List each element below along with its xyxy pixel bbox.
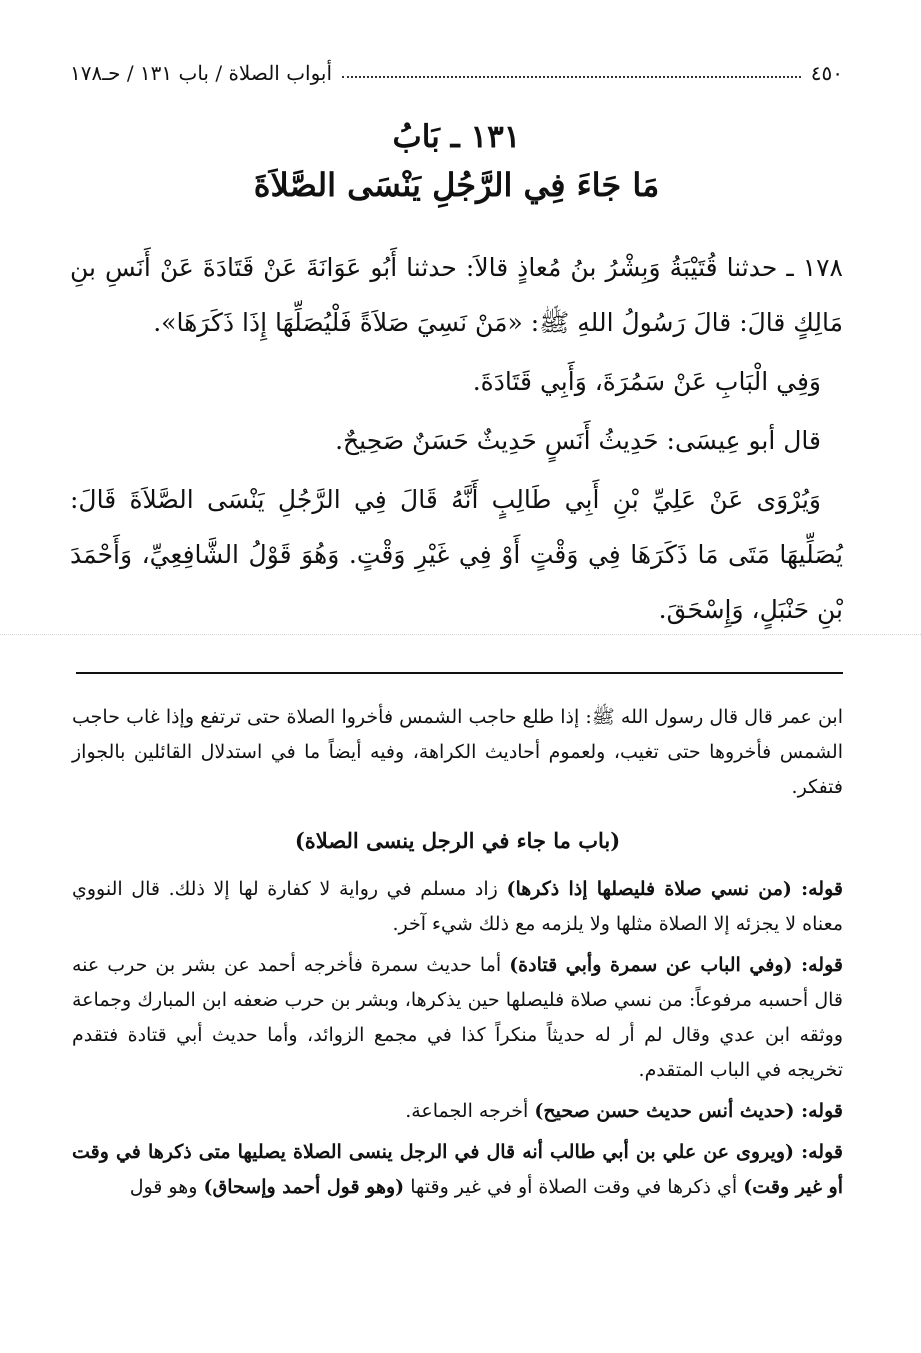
page-number: ٤٥٠	[810, 61, 843, 85]
chapter-heading	[70, 114, 843, 210]
chapter-title: مَا جَاءَ فِي الرَّجُلِ يَنْسَى الصَّلاَةَ	[253, 166, 660, 204]
quoted-text: قوله: (وفي الباب عن سمرة وأبي قتادة)	[509, 954, 843, 976]
quoted-text: (وهو قول أحمد وإسحاق)	[203, 1176, 405, 1198]
running-head	[70, 56, 843, 90]
commentary-paragraph	[72, 872, 843, 942]
narration-paragraph: وَيُرْوَى عَنْ عَلِيِّ بْنِ أَبِي طَالِبٍ أَنَّهُ قَالَ فِي الرَّجُلِ يَنْسَى الصَّلاَةَ قَالَ: يُصَلِّيهَا مَتَى مَا ذَكَرَهَا فِي وَقْتٍ أَوْ فِي غَيْرِ وَقْتٍ. وَهُوَ قَوْلُ الشَّافِعِيِّ، وَأَحْمَدَ بْنِ حَنْبَلٍ، وَإِسْحَقَ.	[70, 485, 843, 624]
commentary-text: وهو قول	[129, 1176, 204, 1198]
footnote-separator	[76, 672, 843, 674]
quoted-text: قوله: (ويروى عن علي بن أبي طالب أنه قال في الرجل ينسى الصلاة يصليها متى ذكرها في وقت أو غير وقت)	[72, 1141, 843, 1198]
faint-rule	[0, 634, 921, 636]
hadith-paragraph: ١٧٨ ـ حدثنا قُتَيْبَةُ وَبِشْرُ بنُ مُعاذٍ قالاَ: حدثنا أَبُو عَوَانَةَ عَنْ قَتَادَةَ عَنْ أَنَسِ بنِ مَالِكٍ قالَ: قالَ رَسُولُ اللهِ ﷺ: «مَنْ نَسِيَ صَلاَةً فَلْيُصَلِّهَا إِذَا ذَكَرَهَا».	[70, 253, 843, 337]
quoted-text: قوله: (من نسي صلاة فليصلها إذا ذكرها)	[506, 878, 843, 900]
commentary	[72, 700, 843, 1211]
commentary-paragraph: ابن عمر قال قال رسول الله ﷺ: إذا طلع حاجب الشمس فأخروا الصلاة حتى ترتفع وإذا غاب حاجب الشمس فأخروها حتى تغيب، ولعموم أحاديث الكراهة، وفيه أيضاً ما في استدلال القائلين بالجواز فتفكر.	[72, 706, 843, 798]
commentary-text: زاد مسلم في رواية لا كفارة لها إلا ذلك. قال النووي معناه لا يجزئه إلا الصلاة مثلها ولا يلزمه مع ذلك شيء آخر.	[72, 878, 843, 935]
dot-leader	[342, 76, 801, 78]
grading-statement: قال أبو عِيسَى: حَدِيثُ أَنَسٍ حَدِيثٌ حَسَنٌ صَحِيحٌ.	[335, 426, 821, 455]
hadith-text	[70, 240, 843, 641]
quoted-text: قوله: (حديث أنس حديث حسن صحيح)	[534, 1100, 843, 1122]
commentary-paragraph	[72, 1135, 843, 1205]
commentary-text: أخرجه الجماعة.	[405, 1100, 535, 1122]
commentary-heading: (باب ما جاء في الرجل ينسى الصلاة)	[294, 828, 621, 853]
commentary-paragraph	[72, 1094, 843, 1129]
chapter-references: وَفِي الْبَابِ عَنْ سَمُرَةَ، وَأَبِي قَتَادَةَ.	[472, 367, 821, 396]
chapter-number: ١٣١ ـ بَابُ	[392, 119, 521, 155]
commentary-text: أي ذكرها في وقت الصلاة أو في غير وقتها	[404, 1176, 744, 1198]
commentary-paragraph	[72, 948, 843, 1088]
commentary-text: أما حديث سمرة فأخرجه أحمد عن بشر بن حرب عنه قال أحسبه مرفوعاً: من نسي صلاة فليصلها حين يذكرها، وبشر بن حرب ضعفه ابن المبارك وجماعة ووثقه ابن عدي وقال لم أر له حديثاً منكراً كذا في مجمع الزوائد، وأما حديث أبي قتادة فتقدم تخريجه في الباب المتقدم.	[72, 954, 843, 1081]
running-head-title: أبواب الصلاة / باب ١٣١ / حـ١٧٨	[70, 61, 333, 85]
